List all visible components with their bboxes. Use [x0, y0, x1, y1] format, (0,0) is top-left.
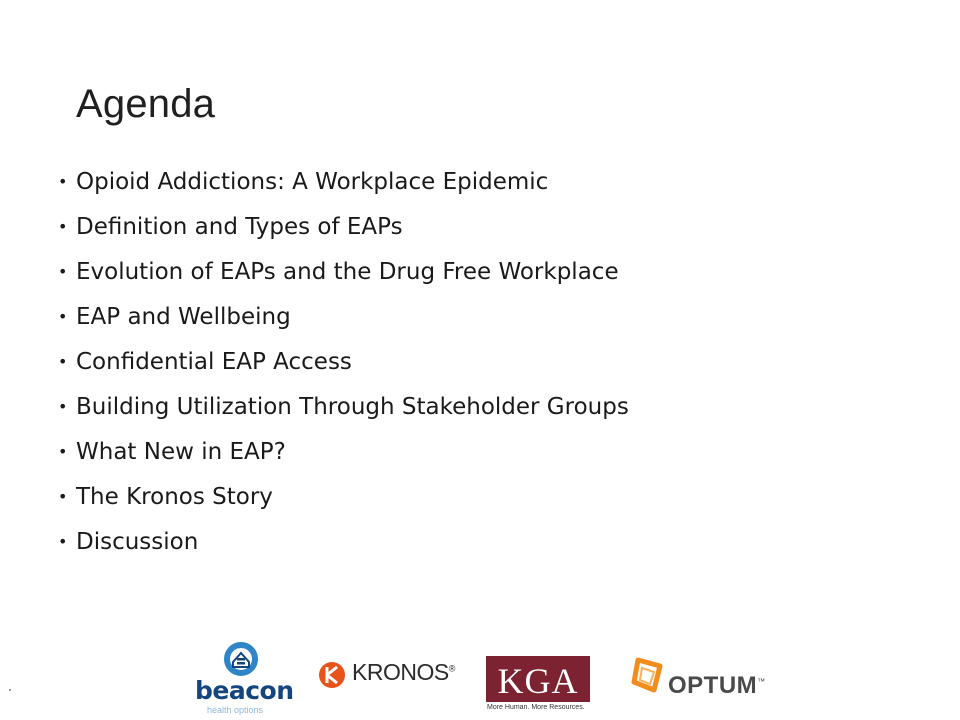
logo-strip: [0, 636, 960, 720]
optum-logo: [630, 656, 770, 699]
agenda-item: [58, 522, 629, 567]
agenda-item-text: Definition and Types of EAPs: [76, 214, 403, 240]
beacon-wordmark: beacon: [195, 676, 294, 705]
agenda-item-text: EAP and Wellbeing: [76, 304, 291, 330]
bullet-icon: •: [58, 307, 68, 326]
bullet-icon: •: [58, 397, 68, 416]
agenda-item: [58, 297, 629, 342]
agenda-item-text: The Kronos Story: [76, 484, 273, 510]
kronos-logo: [318, 658, 455, 690]
bullet-icon: •: [58, 217, 68, 236]
agenda-item: [58, 162, 629, 207]
beacon-house-icon: [193, 640, 289, 680]
bullet-icon: •: [58, 172, 68, 191]
agenda-item-text: Confidential EAP Access: [76, 349, 352, 375]
beacon-logo: [193, 640, 294, 716]
agenda-item-text: Evolution of EAPs and the Drug Free Workplace: [76, 259, 619, 285]
bullet-icon: •: [58, 442, 68, 461]
optum-mark-icon: [630, 656, 666, 696]
bullet-icon: •: [58, 352, 68, 371]
kga-tagline: More Human. More Resources.: [487, 704, 585, 711]
kronos-mark-icon: [318, 661, 350, 689]
optum-wordmark: [668, 672, 766, 700]
optum-trademark: ™: [757, 677, 766, 686]
agenda-item: [58, 432, 629, 477]
agenda-item-text: Opioid Addictions: A Workplace Epidemic: [76, 169, 549, 195]
bullet-icon: •: [58, 487, 68, 506]
kga-logo: [486, 656, 590, 720]
agenda-item: [58, 477, 629, 522]
slide-title: Agenda: [76, 82, 216, 126]
kronos-wordmark: [352, 659, 455, 686]
agenda-item-text: Building Utilization Through Stakeholder Groups: [76, 394, 629, 420]
kga-wordmark: KGA: [497, 661, 579, 701]
agenda-item: [58, 207, 629, 252]
agenda-item: [58, 387, 629, 432]
agenda-item: [58, 252, 629, 297]
beacon-tagline: health options: [207, 705, 264, 715]
optum-name: OPTUM: [668, 672, 758, 699]
kronos-registered-mark: ®: [448, 663, 455, 674]
bullet-icon: •: [58, 532, 68, 551]
agenda-item-text: What New in EAP?: [76, 439, 286, 465]
kronos-name: KRONOS: [352, 659, 449, 685]
agenda-item-text: Discussion: [76, 529, 199, 555]
agenda-list: [58, 162, 629, 567]
bullet-icon: •: [58, 262, 68, 281]
agenda-item: [58, 342, 629, 387]
